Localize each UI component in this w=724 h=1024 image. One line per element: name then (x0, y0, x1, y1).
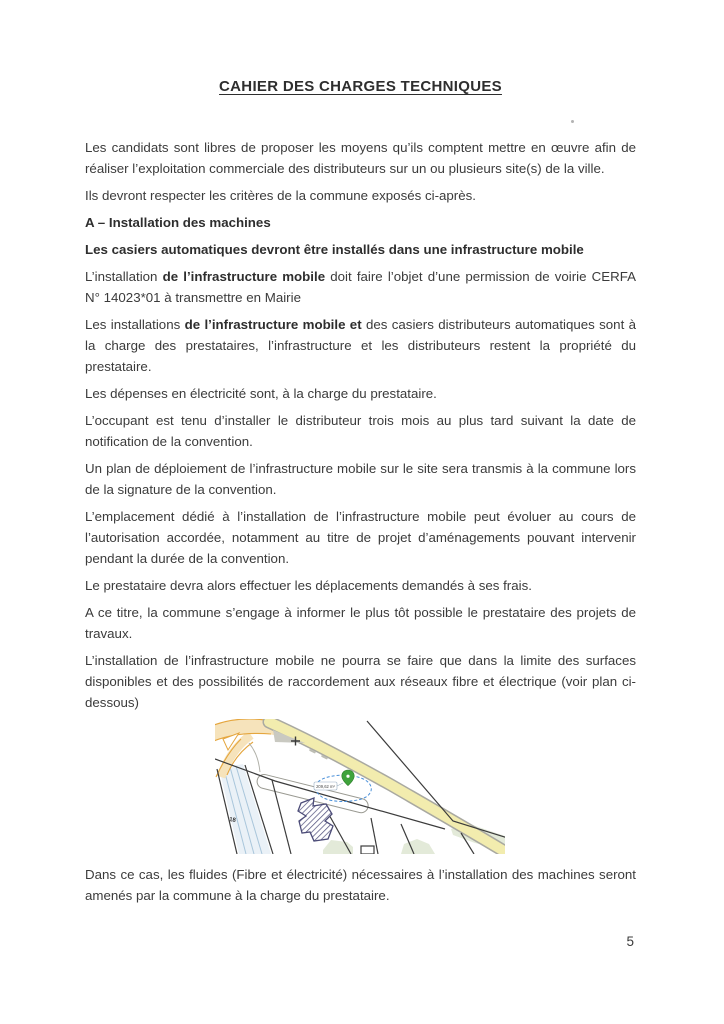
svg-text:209,62 m²: 209,62 m² (316, 784, 335, 789)
text-run: doit faire l’objet d’une permission de voirie CERFA N° 14023*01 à transmettre en Mairie (85, 269, 636, 305)
paragraph: Le prestataire devra alors effectuer les déplacements demandés à ses frais. (85, 578, 532, 593)
text-run: des casiers distributeurs automatiques sont à la charge des prestataires, l’infrastructure et les distributeurs restent la propriété du prestataire. (85, 317, 636, 374)
parcel-18-label: 18 (228, 817, 237, 824)
paragraph: L’installation de l’infrastructure mobile ne pourra se faire que dans la limite des surfaces disponibles et des possibilités de raccordement aux réseaux fibre et électrique (voir plan ci-dessous) (85, 653, 636, 710)
page-title: CAHIER DES CHARGES TECHNIQUES (219, 78, 502, 95)
page-number: 5 (626, 934, 634, 949)
paragraph (85, 266, 636, 308)
road-shoulder (249, 743, 260, 772)
paragraph (85, 314, 636, 377)
requirement-heading: Les casiers automatiques devront être installés dans une infrastructure mobile (85, 242, 584, 257)
paragraph: Les dépenses en électricité sont, à la charge du prestataire. (85, 386, 437, 401)
cadastral-plan (215, 719, 505, 854)
text-run: L’installation (85, 269, 163, 284)
paragraph: Les candidats sont libres de proposer les moyens qu’ils comptent mettre en œuvre afin de réaliser l’exploitation commerciale des distributeurs sur un ou plusieurs site(s) de la ville. (85, 140, 636, 176)
site-plan-map (215, 719, 505, 854)
scan-artifact (571, 120, 574, 123)
location-pin-icon (342, 770, 354, 786)
bold-run: de l’infrastructure mobile (162, 269, 326, 284)
paragraph: Dans ce cas, les fluides (Fibre et électricité) nécessaires à l’installation des machines seront amenés par la commune à la charge du prestataire. (85, 867, 636, 903)
paragraph: L’occupant est tenu d’installer le distributeur trois mois au plus tard suivant la date de notification de la convention. (85, 413, 636, 449)
bold-run: de l’infrastructure mobile et (184, 317, 362, 332)
paragraph: L’emplacement dédié à l’installation de l’infrastructure mobile peut évoluer au cours de l’autorisation accordée, notamment au titre de projet d’aménagements pouvant intervenir pendant la durée de la convention. (85, 509, 636, 566)
paragraph: A ce titre, la commune s’engage à informer le plus tôt possible le prestataire des projets de travaux. (85, 605, 636, 641)
paragraph: Un plan de déploiement de l’infrastructure mobile sur le site sera transmis à la commune lors de la signature de la convention. (85, 461, 636, 497)
text-run: Les installations (85, 317, 185, 332)
section-heading-a: A – Installation des machines (85, 215, 271, 230)
area-label (314, 782, 343, 790)
paragraph: Ils devront respecter les critères de la commune exposés ci-après. (85, 188, 476, 203)
